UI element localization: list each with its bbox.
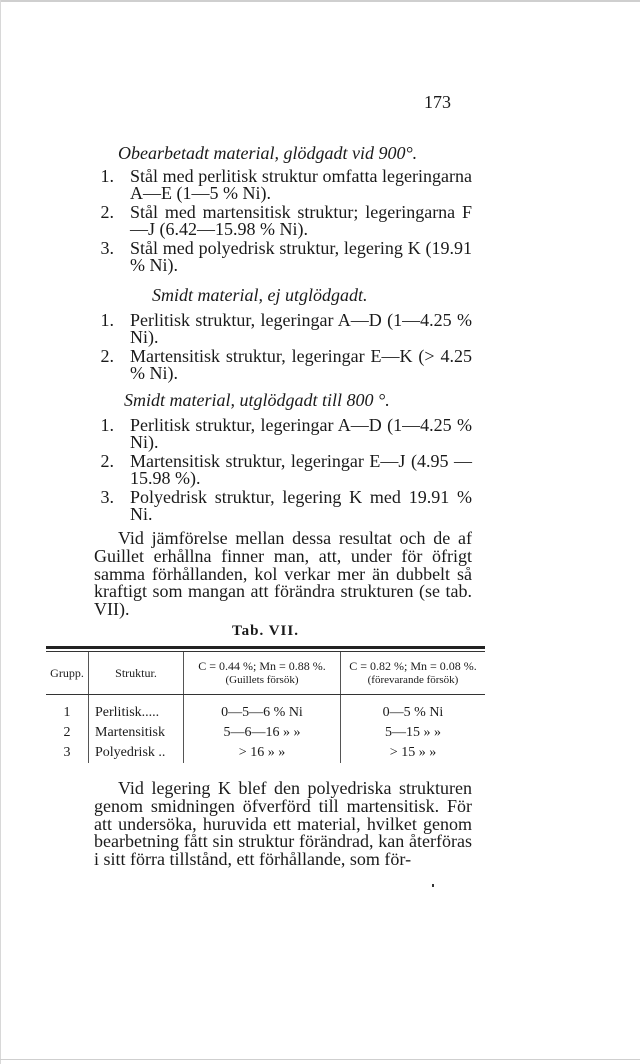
table-row	[46, 723, 485, 743]
list-number: 2.	[100, 346, 114, 366]
list-number: 2.	[100, 451, 114, 471]
list-text: Stål med perlitisk struktur omfatta legeringarna A—E (1—5 % Ni).	[130, 166, 472, 203]
list-number: 3.	[100, 487, 114, 507]
cell-forevarande: > 15 » »	[341, 743, 486, 763]
table-header-row	[46, 652, 485, 695]
list-item	[96, 168, 472, 202]
section-2-list	[96, 312, 472, 382]
print-speck	[432, 884, 434, 887]
header-grupp: Grupp.	[46, 652, 89, 695]
header-struktur: Struktur.	[89, 652, 184, 695]
list-item	[96, 204, 472, 238]
section-1	[96, 142, 472, 276]
cell-grupp: 1	[63, 705, 71, 720]
list-text: Stål med martensitisk struktur; legeringarna F—J (6.42—15.98 % Ni).	[130, 202, 472, 239]
list-text: Polyedrisk struktur, legering K med 19.91 % Ni.	[130, 487, 472, 524]
section-3-heading: Smidt material, utglödgadt till 800 °.	[124, 390, 390, 410]
cell-forevarande: 5—15 » »	[341, 723, 486, 743]
cell-forevarande: 0—5 % Ni	[341, 703, 486, 723]
list-text: Stål med polyedrisk struktur, legering K (19.91 % Ni).	[130, 238, 472, 275]
header-guillet-line1: C = 0.44 %; Mn = 0.88 %.	[198, 659, 326, 673]
cell-struktur: Martensitisk	[89, 723, 184, 743]
table-row	[46, 743, 485, 763]
cell-guillet: 0—5—6 % Ni	[184, 703, 341, 723]
list-text: Perlitisk struktur, legeringar A—D (1—4.25 % Ni).	[130, 310, 472, 347]
table-vii	[46, 646, 485, 763]
list-item	[96, 489, 472, 523]
section-1-list	[96, 168, 472, 274]
list-number: 3.	[100, 238, 114, 258]
scan-edge-top	[0, 0, 640, 2]
table-row	[46, 703, 485, 723]
header-guillet-line2: (Guillets försök)	[225, 674, 299, 686]
list-number: 2.	[100, 202, 114, 222]
list-text: Martensitisk struktur, legeringar E—J (4.95 —15.98 %).	[130, 451, 472, 488]
cell-grupp: 2	[63, 725, 71, 740]
page-number: 173	[424, 92, 451, 112]
cell-grupp: 3	[63, 745, 71, 760]
section-1-heading: Obearbetadt material, glödgadt vid 900°.	[118, 143, 418, 163]
list-item	[96, 312, 472, 346]
table-top-rule	[46, 646, 485, 649]
header-forevarande-line1: C = 0.82 %; Mn = 0.08 %.	[349, 659, 477, 673]
list-text: Perlitisk struktur, legeringar A—D (1—4.25 % Ni).	[130, 415, 472, 452]
cell-guillet: > 16 » »	[184, 743, 341, 763]
cell-struktur: Polyedrisk ..	[89, 743, 184, 763]
paragraph-2: Vid legering K blef den polyedriska strukturen genom smidningen öfverförd till martensitisk. För att undersöka, huruvida ett material, hvilket genom bearbetning fått sin struktur förändrad, kan återföras i sitt förra tillstånd, ett förhållande, som för-	[94, 778, 472, 870]
list-number: 1.	[100, 166, 114, 186]
list-number: 1.	[100, 415, 114, 435]
paragraph-1: Vid jämförelse mellan dessa resultat och de af Guillet erhållna finner man, att, under för öfrigt samma förhållanden, kol verkar mer än dubbelt så kraftigt som mangan att förändra strukturen (se tab. VII).	[94, 528, 472, 620]
list-text: Martensitisk struktur, legeringar E—K (> 4.25 % Ni).	[130, 346, 472, 383]
section-2-heading: Smidt material, ej utglödgadt.	[152, 285, 368, 305]
paragraph-1-block	[94, 530, 472, 619]
section-2	[96, 284, 472, 384]
list-item	[96, 348, 472, 382]
section-3-list	[96, 417, 472, 523]
list-number: 1.	[100, 310, 114, 330]
section-3	[96, 389, 472, 525]
header-forevarande	[341, 652, 486, 695]
cell-struktur: Perlitisk.....	[89, 703, 184, 723]
scan-edge-left	[0, 0, 1, 1064]
data-table	[46, 652, 485, 763]
table-title: Tab. VII.	[232, 623, 299, 639]
list-item	[96, 240, 472, 274]
list-item	[96, 453, 472, 487]
scan-edge-bottom	[0, 1059, 640, 1060]
header-forevarande-line2: (förevarande försök)	[367, 674, 459, 686]
cell-guillet: 5—6—16 » »	[184, 723, 341, 743]
list-item	[96, 417, 472, 451]
table-spacer-row	[46, 695, 485, 704]
header-guillet	[184, 652, 341, 695]
paragraph-2-block	[94, 780, 472, 869]
